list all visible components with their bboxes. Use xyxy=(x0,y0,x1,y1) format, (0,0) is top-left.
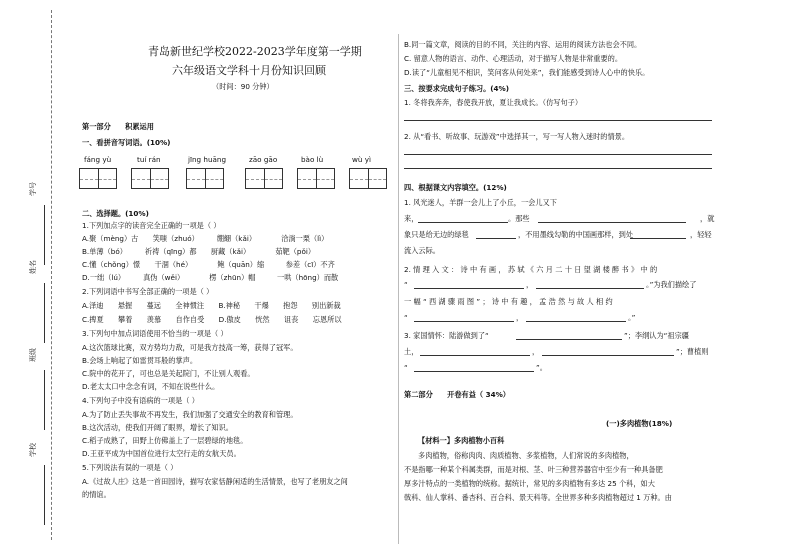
q4-text: ， xyxy=(532,347,540,356)
answer-line[interactable] xyxy=(404,154,712,155)
blank-line[interactable] xyxy=(536,288,644,289)
pinyin-4: zāo gāo xyxy=(249,155,278,164)
answer-grid-4[interactable] xyxy=(245,168,283,189)
q4-text: ”；李纲认为“祖宗疆 xyxy=(624,331,689,340)
option-line: D.读了“儿童相见不相识，笑问客从何处来”，我们能感受到诗人心中的快乐。 xyxy=(404,68,650,77)
exam-subtitle: 六年级语文学科十月份知识回顾 xyxy=(172,64,326,77)
school-field[interactable] xyxy=(44,465,45,525)
q3-sentence-2: 2. 从“看书、听故事、玩游戏”中选择其一，写一写人物入迷时的情景。 xyxy=(404,132,630,141)
q2-line: 3.下列句中加点词语使用不恰当的一项是（ ） xyxy=(82,329,228,338)
option-line: C. 留意人物的语言、动作、心理活动，对于描写人物是非常重要的。 xyxy=(404,54,623,63)
part1-title: 第一部分 积累运用 xyxy=(82,122,154,131)
material-line: 戟科、仙人掌科、番杏科、百合科、景天科等。全世界多种多肉植物超过 1 万种。由 xyxy=(404,493,672,502)
cut-line xyxy=(51,10,52,540)
blank-line[interactable] xyxy=(526,321,626,322)
q4-text: ”；曹植则 xyxy=(676,347,709,356)
q4-text: 象只是给无边的绿毯 xyxy=(404,230,469,239)
section-title: (一)多肉植物(18%) xyxy=(606,419,673,428)
school-label: 学校 xyxy=(29,443,37,457)
pinyin-1: fáng yù xyxy=(84,155,112,164)
q4-text: 3. 家国情怀：陆游做到了“ xyxy=(404,331,489,340)
q2-line: A.泽迪 悬握 蔓远 全神惯注 B.神秘 干爆 抱怨 别出新裁 xyxy=(82,301,341,310)
blank-line[interactable] xyxy=(418,222,508,223)
blank-line[interactable] xyxy=(630,238,686,239)
q2-line: 2.下列词语中书写全部正确的一项是（ ） xyxy=(82,287,214,296)
q4-text: 流入云际。 xyxy=(404,246,440,255)
q4-line-7: 一 幅 “ 西 湖 骤 雨 图 ” ； 诗 中 有 趣 ， 孟 浩 然 与 故 人 相 约 xyxy=(404,297,613,306)
blank-line[interactable] xyxy=(420,355,530,356)
q4-text: 。那些 xyxy=(508,214,530,223)
answer-grid-5[interactable] xyxy=(297,168,335,189)
binding-margin xyxy=(0,0,64,550)
exam-duration: （时间：90 分钟） xyxy=(212,82,274,91)
q2-line: A.聚（mèng）古 笑嗤（zhuó） 绷綳（kǎi） 洽淌一栗（lì） xyxy=(82,234,329,243)
q2-line: A.《过故人庄》这是一首田园诗，描写农家恬静闲适的生活情景，也写了老朋友之间 xyxy=(82,477,348,486)
q2-line: C.院中的花开了，可也总是关起院门，不让别人观看。 xyxy=(82,369,255,378)
answer-grid-1[interactable] xyxy=(79,168,117,189)
pinyin-5: bào lù xyxy=(301,155,324,164)
exam-title: 青岛新世纪学校2022-2023学年度第一学期 xyxy=(148,45,362,58)
q1-title: 一、看拼音写词语。(10%) xyxy=(82,138,171,147)
q2-line: C.懂（chǒng）憬 干涸（hé） 鲍（quān）缩 参差（cī）不齐 xyxy=(82,260,335,269)
answer-line[interactable] xyxy=(404,168,712,169)
blank-line[interactable] xyxy=(476,238,516,239)
blank-line[interactable] xyxy=(414,288,524,289)
q2-line: B.这次活动，使我们开阔了眼界，增长了知识。 xyxy=(82,423,233,432)
blank-line[interactable] xyxy=(414,321,514,322)
q2-line: C.捭夏 攀着 羡慕 自作自受 D.傲皮 恍然 诅丧 忘恩所以 xyxy=(82,315,342,324)
q4-text: 。”为我们描绘了 xyxy=(646,280,697,289)
q4-text: ”。 xyxy=(536,363,547,372)
q2-line: D.一绌（lú） 真伪（wěi） 楞（zhūn）帽 一哄（hōng）而散 xyxy=(82,273,339,282)
q2-line: B.会场上响起了如雷贯耳般的掌声。 xyxy=(82,356,198,365)
q2-line: A.为了防止丢失事故不再发生，我们加强了交通安全的教育和管理。 xyxy=(82,410,298,419)
blank-line[interactable] xyxy=(538,222,686,223)
material-title: 【材料一】多肉植物小百科 xyxy=(418,436,505,445)
q2-line: D.王亚平成为中国首位进行太空行走的女航天员。 xyxy=(82,449,241,458)
name-field[interactable] xyxy=(44,283,45,343)
name-label: 姓名 xyxy=(29,260,37,274)
q4-text: ，轻轻 xyxy=(690,230,712,239)
answer-grid-6[interactable] xyxy=(349,168,387,189)
q4-text: 。” xyxy=(628,313,636,322)
pinyin-6: wù yì xyxy=(352,155,371,164)
q2-line: D.老太太口中念念有词，不知在说些什么。 xyxy=(82,382,220,391)
q4-text: 土， xyxy=(404,347,419,356)
q2-line: C.稻子成熟了，田野上仿佛盖上了一层碧绿的地毯。 xyxy=(82,436,248,445)
q4-text: ， xyxy=(526,280,534,289)
material-line: 厚多汁特点的一类植物的统称。据统计，常见的多肉植物有多达 25 个科，如大 xyxy=(404,479,655,488)
q2-line: 5.下列说法有误的一项是（ ） xyxy=(82,463,178,472)
q2-line: B.单薄（bó） 祈祷（qīng）都 厨藏（kǎi） 茹靶（pǒi） xyxy=(82,247,316,256)
q3-title: 三、按要求完成句子练习。(4%) xyxy=(404,84,510,93)
q2-line: 4.下列句子中没有语病的一项是（ ） xyxy=(82,396,199,405)
class-label: 班级 xyxy=(29,348,37,362)
blank-line[interactable] xyxy=(414,371,534,372)
pinyin-3: jīng huāng xyxy=(188,155,227,164)
pinyin-2: tuí rán xyxy=(137,155,161,164)
q4-title: 四、根据课文内容填空。(12%) xyxy=(404,183,507,192)
answer-grid-3[interactable] xyxy=(186,168,224,189)
part2-title: 第二部分 开卷有益（ 34%） xyxy=(404,390,510,399)
student-number-label: 学号 xyxy=(29,182,37,196)
material-line: 多肉植物，俗称肉肉、肉质植物、多浆植物，人们常说的多肉植物， xyxy=(418,451,634,460)
q4-text: 来， xyxy=(404,214,419,223)
q4-text: ，就 xyxy=(700,214,715,223)
student-number-field[interactable] xyxy=(44,205,45,265)
q4-line-5: 2. 情 理 入 文 ： 诗 中 有 画 ， 苏 轼 《 六 月 二 十 日 望 湖 楼 醉 书 》 中 的 xyxy=(404,265,658,274)
blank-line[interactable] xyxy=(542,355,674,356)
q2-line: 1.下列加点字的读音完全正确的一项是（ ） xyxy=(82,221,221,230)
q4-line-1: 1. 风光迷人，羊群一会儿上了小丘，一会儿又下 xyxy=(404,198,557,207)
q4-text: “ xyxy=(404,313,408,322)
class-field[interactable] xyxy=(44,370,45,430)
column-divider xyxy=(398,34,399,544)
q2-line: 的情谊。 xyxy=(82,490,111,499)
q4-text: ， xyxy=(516,313,524,322)
q4-text: “ xyxy=(404,280,408,289)
q2-line: A.这次篮球比赛，双方势均力敌，可是我方技高一筹，获得了冠军。 xyxy=(82,343,298,352)
option-line: B.同一篇文章，阅读的目的不同，关注的内容、运用的阅读方法也会不同。 xyxy=(404,40,642,49)
blank-line[interactable] xyxy=(516,339,622,340)
material-line: 不是指哪一种某个科属类群，而是对根、茎、叶三种营养器官中至少有一种具备肥 xyxy=(404,465,663,474)
q3-sentence-1: 1. 冬将我奔奔，春使我开放，夏让我成长。（仿写句子） xyxy=(404,98,583,107)
q2-title: 二、选择题。(10%) xyxy=(82,209,149,218)
answer-grid-2[interactable] xyxy=(131,168,169,189)
q4-text: ，不用墨线勾勒的中国画那样，到处 xyxy=(518,230,634,239)
q4-text: “ xyxy=(404,363,408,372)
answer-line[interactable] xyxy=(404,120,712,121)
